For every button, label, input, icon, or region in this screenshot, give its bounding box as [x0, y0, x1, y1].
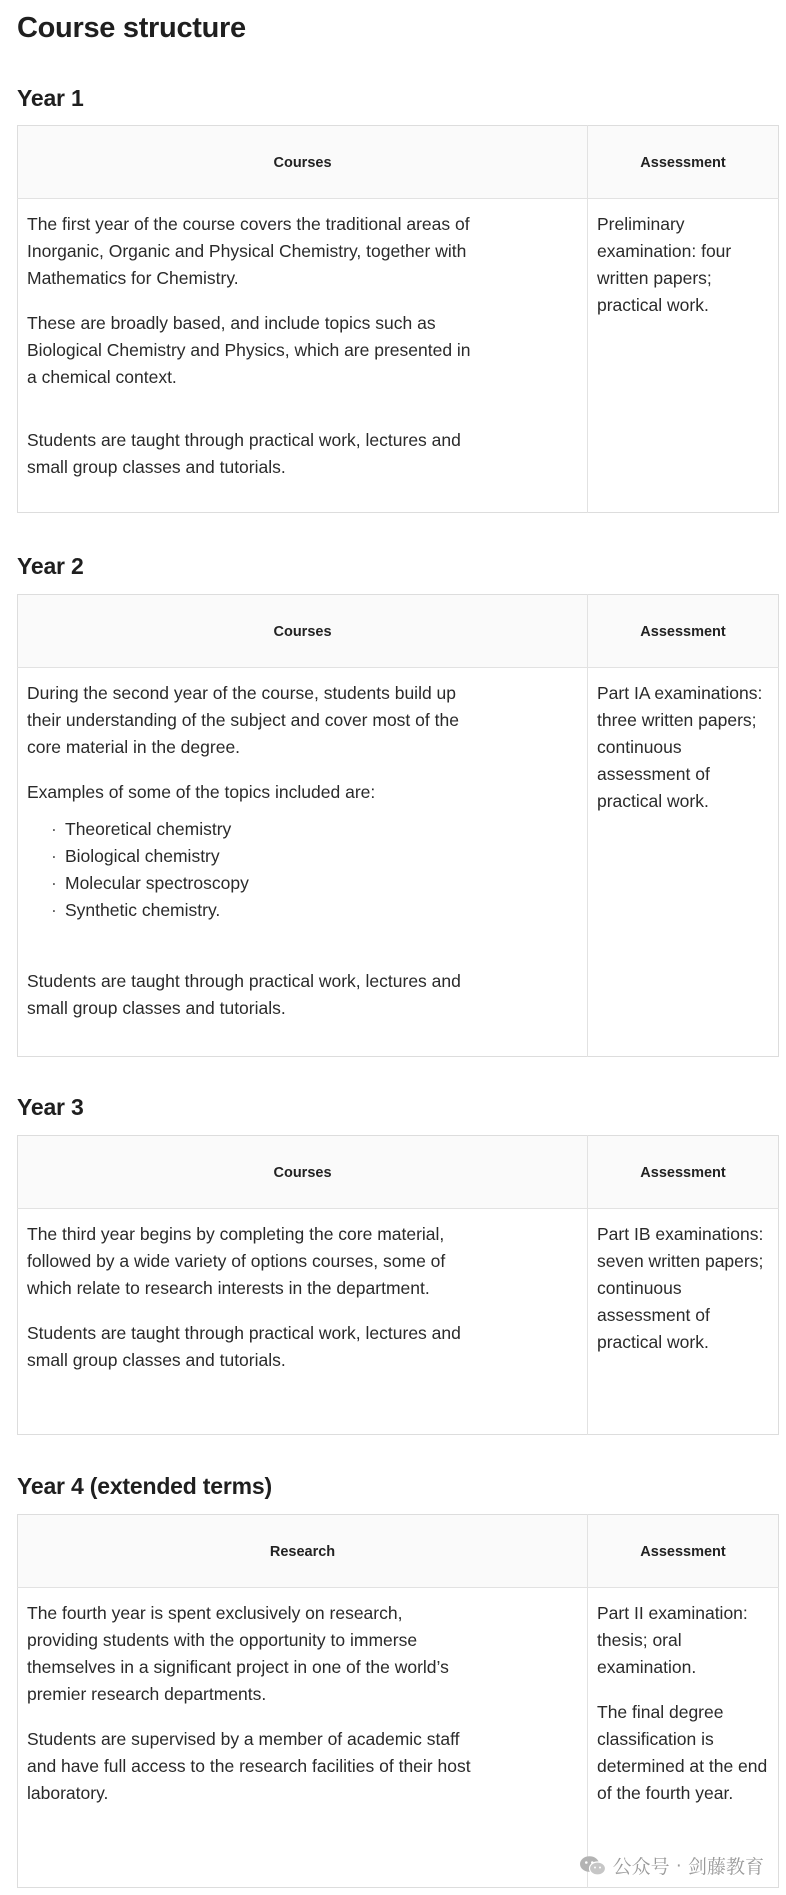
wechat-icon: [579, 1855, 607, 1877]
watermark-separator: ·: [675, 1854, 682, 1876]
watermark-name: 剑藤教育: [687, 1857, 764, 1878]
list-item: · Theoretical chemistry: [53, 816, 477, 843]
year-1-title: Year 1: [17, 85, 84, 111]
page-title: Course structure: [17, 12, 246, 44]
course-paragraph: Students are taught through practical work, lectures and small group classes and tutorials.: [27, 430, 461, 477]
assessment-text: Part IA examinations: three written papers; continuous assessment of practical work.: [597, 683, 763, 811]
watermark-prefix: 公众号: [612, 1857, 670, 1878]
course-paragraph: Students are taught through practical work, lectures and small group classes and tutorials.: [27, 1323, 461, 1370]
topics-list: [53, 816, 477, 924]
courses-header: Courses: [18, 1136, 588, 1209]
assessment-header: Assessment: [588, 1515, 779, 1588]
list-item: · Biological chemistry: [53, 843, 477, 870]
year-3-table: [17, 1135, 779, 1435]
assessment-text: Part II examination: thesis; oral examination.: [597, 1603, 748, 1677]
course-paragraph: The third year begins by completing the core material, followed by a wide variety of options courses, some of which relate to research interests in the department.: [27, 1224, 446, 1298]
assessment-cell: [588, 668, 779, 1057]
list-item: · Synthetic chemistry.: [53, 897, 477, 924]
year-2-table: [17, 594, 779, 1057]
course-paragraph: Examples of some of the topics included are:: [27, 782, 376, 802]
course-paragraph: Students are supervised by a member of academic staff and have full access to the research facilities of their host laboratory.: [27, 1729, 471, 1803]
assessment-header: Assessment: [588, 595, 779, 668]
course-paragraph: Students are taught through practical work, lectures and small group classes and tutorials.: [27, 971, 461, 1018]
courses-cell: [18, 199, 588, 513]
course-paragraph: During the second year of the course, students build up their understanding of the subject and cover most of the core material in the degree.: [27, 683, 459, 757]
courses-cell: [18, 1209, 588, 1435]
research-header: Research: [18, 1515, 588, 1588]
year-4-title: Year 4 (extended terms): [17, 1473, 272, 1499]
course-paragraph: The fourth year is spent exclusively on research, providing students with the opportunity to immerse themselves in a significant project in one of the world’s premier research departments.: [27, 1603, 449, 1704]
course-paragraph: The first year of the course covers the traditional areas of Inorganic, Organic and Physical Chemistry, together with Mathematics for Chemistry.: [27, 214, 470, 288]
watermark: [579, 1852, 764, 1879]
assessment-cell: [588, 1588, 779, 1888]
year-2-title: Year 2: [17, 553, 84, 579]
course-paragraph: These are broadly based, and include topics such as Biological Chemistry and Physics, which are presented in a chemical context.: [27, 313, 471, 387]
assessment-header: Assessment: [588, 126, 779, 199]
year-1-table: [17, 125, 779, 513]
courses-cell: [18, 668, 588, 1057]
assessment-cell: [588, 1209, 779, 1435]
courses-header: Courses: [18, 126, 588, 199]
research-cell: [18, 1588, 588, 1888]
assessment-text: The final degree classification is determined at the end of the fourth year.: [597, 1702, 768, 1803]
courses-header: Courses: [18, 595, 588, 668]
year-4-table: [17, 1514, 779, 1888]
assessment-text: Preliminary examination: four written papers; practical work.: [597, 214, 732, 315]
assessment-text: Part IB examinations: seven written papers; continuous assessment of practical work.: [597, 1224, 764, 1352]
list-item: · Molecular spectroscopy: [53, 870, 477, 897]
assessment-header: Assessment: [588, 1136, 779, 1209]
assessment-cell: [588, 199, 779, 513]
year-3-title: Year 3: [17, 1094, 84, 1120]
